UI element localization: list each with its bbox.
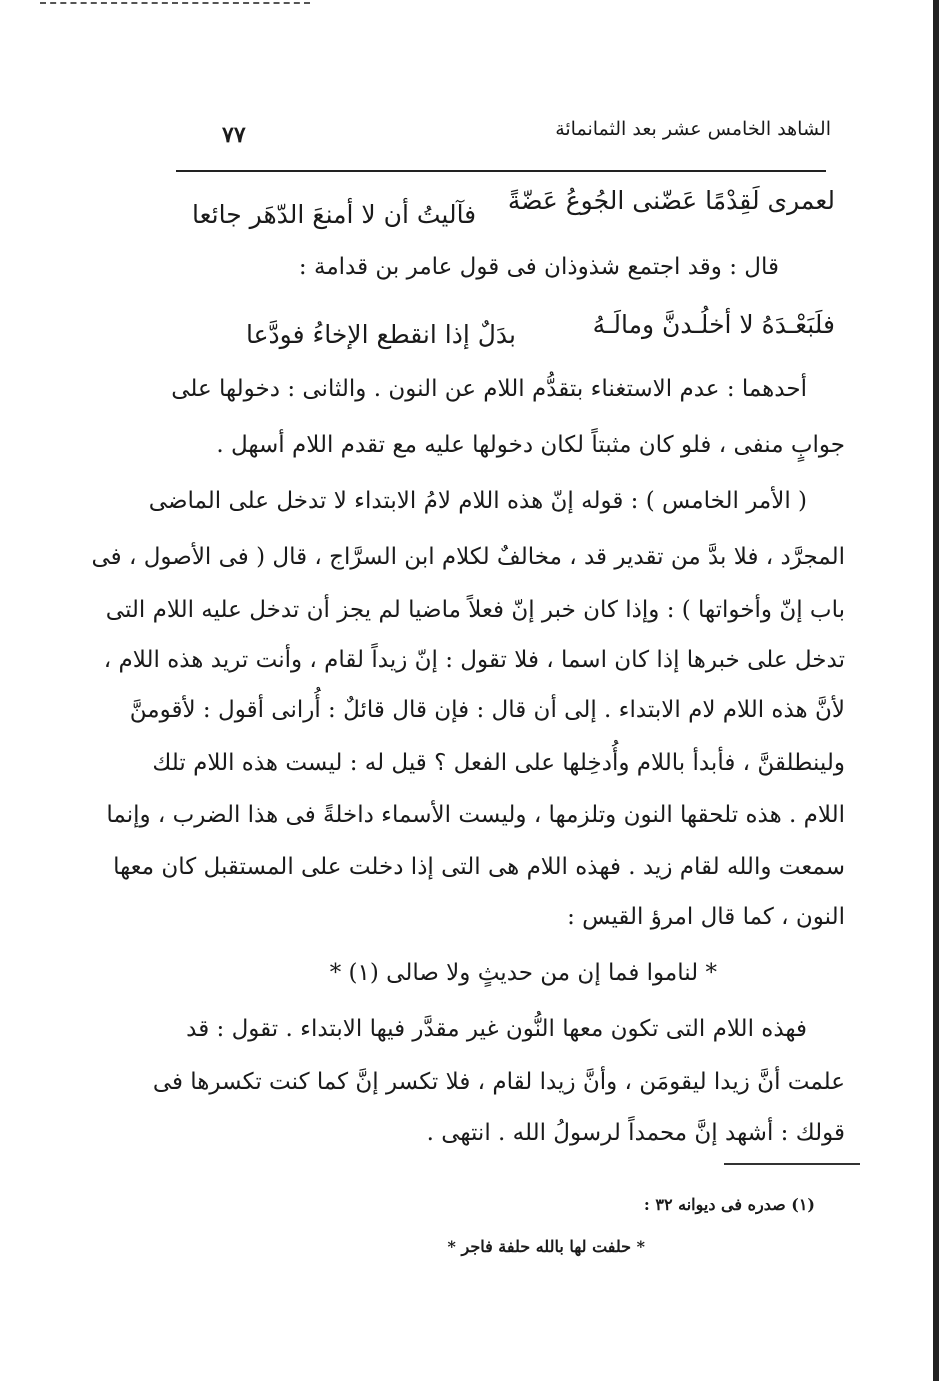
para2-line-6: ولينطلقنَّ ، فأبدأ باللام وأُدخِلها على الفعل ؟ قيل له : ليست هذه اللام تلك [152,750,845,776]
para2-line-5: لأنَّ هذه اللام لام الابتداء . إلى أن قال : فإن قال قائلٌ : أُرانى أقول : لأقومنَّ [129,697,845,723]
top-dashed-rule [40,2,310,4]
para2-line-8: سمعت والله لقام زيد . فهذه اللام هى التى إذا دخلت على المستقبل كان معها [113,854,845,880]
verse1-first-half: لعمرى لَقِدْمًا عَضّنى الجُوعُ عَضّةً [507,186,835,215]
para3-line-2: علمت أنَّ زيدا ليقومَن ، وأنَّ زيدا لقام ، فلا تكسر إنَّ كما كنت تكسرها فى [152,1069,845,1095]
para2-line-9: النون ، كما قال امرؤ القيس : [567,904,845,930]
running-header-title: الشاهد الخامس عشر بعد الثمانمائة [555,118,831,140]
footnote-line-2: * حلفت لها بالله حلفة فاجر * [447,1237,645,1256]
scan-edge-border [933,0,939,1381]
page-number: ٧٧ [222,122,246,148]
para2-line-4: تدخل على خبرها إذا كان اسما ، فلا تقول : إنّ زيداً لقام ، وأنت تريد هذه اللام ، [103,647,845,673]
para1-line-2: جوابٍ منفى ، فلو كان مثبتاً لكان دخولها عليه مع تقدم اللام أسهل . [216,432,845,458]
intro-line: قال : وقد اجتمع شذوذان فى قول عامر بن قدامة : [298,254,779,280]
para2-line-7: اللام . هذه تلحقها النون وتلزمها ، وليست الأسماء داخلةً فى هذا الضرب ، وإنما [106,802,845,828]
header-rule [176,170,826,172]
quote-line: * لناموا فما إن من حديثٍ ولا صالى (١) * [329,960,717,986]
footnote-line-1: (١) صدره فى ديوانه ٣٢ : [643,1195,815,1214]
para2-line-2: المجرَّد ، فلا بدَّ من تقدير قد ، مخالفٌ لكلام ابن السرَّاج ، قال ( فى الأصول ، فى [91,544,845,570]
verse2-second-half: بدَلٌ إذا انقطع الإخاءُ فودَّعا [246,320,516,349]
para3-line-3: قولك : أشهد إنَّ محمداً لرسولُ الله . انتهى . [426,1120,845,1146]
para3-line-1: فهذه اللام التى تكون معها النُّون غير مقدَّر فيها الابتداء . تقول : قد [186,1016,807,1042]
verse2-first-half: فلَبَعْـدَهُ لا أخلُـدنَّ ومالَـهُ [592,310,835,339]
para2-line-3: باب إنّ وأخواتها ) : وإذا كان خبر إنّ فعلاً ماضيا لم يجز أن تدخل عليه اللام التى [105,597,845,623]
para1-line-1: أحدهما : عدم الاستغناء بتقدُّم اللام عن النون . والثانى : دخولها على [171,376,807,402]
verse1-second-half: فآليتُ أن لا أمنعَ الدّهَر جائعا [192,200,477,229]
para2-line-1: ( الأمر الخامس ) : قوله إنّ هذه اللام لامُ الابتداء لا تدخل على الماضى [148,488,807,514]
footnote-rule [724,1163,860,1165]
